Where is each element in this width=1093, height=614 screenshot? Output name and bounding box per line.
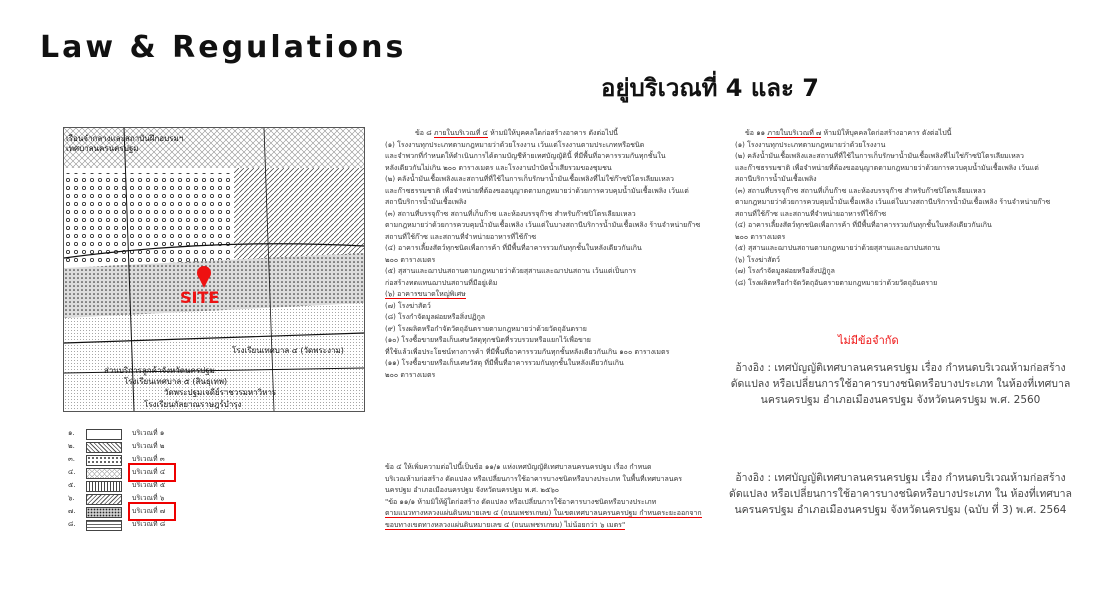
highlight-box-zone-4 <box>128 463 176 482</box>
doc-line: ก่อสร้างทดแทนฌาปนสถานที่มีอยู่เดิม <box>385 278 498 287</box>
doc-line <box>385 289 710 301</box>
legend-swatch <box>86 481 122 492</box>
highlight-box-zone-7 <box>128 502 176 521</box>
regulation-amendment <box>385 462 715 531</box>
legend-swatch <box>86 520 122 531</box>
doc-line: บริเวณห้ามก่อสร้าง ดัดแปลง หรือเปลี่ยนการใช้อาคารบางชนิดหรือบางประเภท ในพื้นที่เทศบาลนคร <box>385 474 683 483</box>
doc-line: นครปฐม อำเภอเมืองนครปฐม จังหวัดนครปฐม พ.ศ. ๒๕๖๐ <box>385 486 560 494</box>
legend-number: ๔. <box>68 468 76 476</box>
doc-line: (๔) อาคารเลี้ยงสัตว์ทุกชนิดเพื่อการค้า ที่มีพื้นที่อาคารรวมกันทุกชั้นในหลังเดียวกันเกิน <box>385 244 642 252</box>
legend-swatch <box>86 507 122 518</box>
doc-line: "ข้อ ๑๑/๑ ห้ามมิให้ผู้ใดก่อสร้าง ดัดแปลง หรือเปลี่ยนการใช้อาคารบางชนิดหรือบางประเภท <box>385 497 657 506</box>
doc-line: (๗) โรงฆ่าสัตว์ <box>385 301 431 310</box>
regulation-zone-4 <box>385 128 710 381</box>
doc-highlight: ขอบทางเขตทางหลวงแผ่นดินหมายเลข ๔ (ถนนเพชรเกษม) ไม่น้อยกว่า ๖ เมตร" <box>385 520 626 529</box>
legend-label: บริเวณที่ ๒ <box>132 442 165 450</box>
map-label: โรงเรียนเทศบาล ๔ (วัดพระงาม) <box>232 346 344 355</box>
doc-line: (๘) โรงกำจัดมูลฝอยหรือสิ่งปฏิกูล <box>385 313 486 321</box>
legend-label: บริเวณที่ ๗ <box>132 507 166 515</box>
legend-swatch <box>86 429 122 440</box>
legend-label: บริเวณที่ ๖ <box>132 494 165 502</box>
legend-swatch <box>86 442 122 453</box>
doc-line: (๑) โรงงานทุกประเภทตามกฎหมายว่าด้วยโรงงาน เว้นแต่โรงงานตามประเภทหรือชนิด <box>385 140 645 149</box>
doc-line: (๙) โรงผลิตหรือกำจัดวัตถุอันตรายตามกฎหมายว่าด้วยวัตถุอันตราย <box>385 324 587 333</box>
legend-number: ๑. <box>68 429 75 437</box>
doc-line: (๕) สุสานและฌาปนสถานตามกฎหมายว่าด้วยสุสานและฌาปนสถาน เว้นแต่เป็นการ <box>385 267 637 275</box>
reference-2564: อ้างอิง : เทศบัญญัติเทศบาลนครนครปฐม เรื่อง กำหนดบริเวณห้ามก่อสร้าง ดัดแปลง หรือเปลี่ยนการใช้อาคารบางชนิดหรือบางประเภท ใน ห้องที่เทศบาลนครนครปฐม อำเภอเมืองนครปฐม จังหวัดนครปฐม (ฉบับ ที่ 3) พ.ศ. 2564 <box>729 472 1072 516</box>
doc-line: (๑๑) โรงซื้อขายหรือเก็บเศษวัสดุ ที่มีพื้นที่อาคารรวมกันทุกชั้นในหลังเดียวกันเกิน <box>385 359 624 367</box>
regulation-zone-7 <box>735 128 1065 289</box>
legend-row <box>68 428 198 440</box>
doc-line: (๔) อาคารเลี้ยงสัตว์ทุกชนิดเพื่อการค้า ที่มีพื้นที่อาคารรวมกันทุกชั้นในหลังเดียวกันเกิน <box>735 221 992 229</box>
doc-line: (๓) สถานที่บรรจุก๊าซ สถานที่เก็บก๊าซ และห้องบรรจุก๊าซ สำหรับก๊าซปิโตรเลียมเหลว <box>385 209 636 218</box>
doc-highlight: ภายในบริเวณที่ ๔ <box>433 129 488 137</box>
doc-line: (๘) โรงผลิตหรือกำจัดวัตถุอันตรายตามกฎหมายว่าด้วยวัตถุอันตราย <box>735 278 938 287</box>
doc-line <box>385 508 715 520</box>
doc-line: (๑) โรงงานทุกประเภทตามกฎหมายว่าด้วยโรงงาน <box>735 140 886 149</box>
doc-line: (๗) โรงกำจัดมูลฝอยหรือสิ่งปฏิกูล <box>735 267 835 275</box>
legend-number: ๒. <box>68 442 75 450</box>
doc-line: สถานที่ใช้ก๊าซ และสถานที่จำหน่ายอาหารที่ใช้ก๊าซ <box>735 209 887 218</box>
doc-line: (๒) คลังน้ำมันเชื้อเพลิงและสถานที่ที่ใช้ในการเก็บรักษาน้ำมันเชื้อเพลิงที่ไม่ใช่ก๊าซปิโตรเลียมเหลว <box>735 152 1024 160</box>
map-label: เทศบาลนครนครปฐม <box>66 144 139 153</box>
no-restriction-note: ไม่มีข้อจำกัด <box>838 334 899 347</box>
zoning-map <box>63 127 365 412</box>
legend-swatch <box>86 494 122 505</box>
doc-line: และจำพวกที่กำหนดให้ดำเนินการได้ตามบัญชีท้ายเทศบัญญัตินี้ ที่มีพื้นที่อาคารรวมกันทุกชั้นใน <box>385 152 666 160</box>
map-label: วัดพระปฐมเจดีย์ราชวรมหาวิหาร <box>164 388 277 397</box>
legend-label: บริเวณที่ ๕ <box>132 481 166 489</box>
map-label: เรือนจำกลางและสถาบันฝึกอบรมฯ <box>66 134 184 143</box>
reference-2560: อ้างอิง : เทศบัญญัติเทศบาลนครนครปฐม เรื่อง กำหนดบริเวณห้ามก่อสร้าง ดัดแปลง หรือเปลี่ยนการใช้อาคารบางชนิดหรือบางประเภท ในห้องที่เทศบาลนครนครปฐม อำเภอเมืองนครปฐม จังหวัดนครปฐม พ.ศ. 2560 <box>730 362 1071 406</box>
doc-line: สถานีบริการน้ำมันเชื้อเพลิง <box>735 175 817 183</box>
doc-line: สถานีบริการน้ำมันเชื้อเพลิง <box>385 198 467 206</box>
slide-title: Law & Regulations <box>40 30 407 65</box>
doc-line: ข้อ ๘ ภายในบริเวณที่ ๔ ห้ามมิให้บุคคลใดก่อสร้างอาคาร ดังต่อไปนี้ <box>415 129 618 137</box>
doc-line: ตามกฎหมายว่าด้วยการควบคุมน้ำมันเชื้อเพลิง เว้นแต่ในบางสถานีบริการน้ำมันเชื้อเพลิง ร้านจำหน่ายก๊าซ <box>735 198 1051 206</box>
doc-line: สถานที่ใช้ก๊าซ และสถานที่จำหน่ายอาหารที่ใช้ก๊าซ <box>385 232 537 241</box>
legend-label: บริเวณที่ ๓ <box>132 455 165 463</box>
doc-line: (๕) สุสานและฌาปนสถานตามกฎหมายว่าด้วยสุสานและฌาปนสถาน <box>735 244 941 252</box>
legend-number: ๗. <box>68 507 76 515</box>
map-label: ส่วนบริการลูกค้าจังหวัดนครปฐม <box>104 366 215 375</box>
map-label: โรงเรียนกัลยาณราษฎร์บำรุง <box>144 400 242 409</box>
doc-line: ๒๐๐ ตารางเมตร <box>385 255 436 264</box>
legend-row <box>68 441 198 453</box>
doc-line: (๒) คลังน้ำมันเชื้อเพลิงและสถานที่ที่ใช้ในการเก็บรักษาน้ำมันเชื้อเพลิงที่ไม่ใช่ก๊าซปิโตรเลียมเหลว <box>385 175 674 183</box>
legend-number: ๖. <box>68 494 75 502</box>
legend-number: ๓. <box>68 455 76 463</box>
legend-number: ๘. <box>68 520 76 528</box>
doc-line: ที่ใช้แล้วเพื่อประโยชน์ทางการค้า ที่มีพื้นที่อาคารรวมกันทุกชั้นหลังเดียวกันเกิน ๑๐๐ ตารางเมตร <box>385 347 670 356</box>
doc-highlight: (๖) อาคารขนาดใหญ่พิเศษ <box>385 290 466 298</box>
doc-line: ข้อ ๔ ให้เพิ่มความต่อไปนี้เป็นข้อ ๑๑/๑ แห่งเทศบัญญัติเทศบาลนครนครปฐม เรื่อง กำหนด <box>385 463 652 471</box>
doc-line: หลังเดียวกันไม่เกิน ๒๐๐ ตารางเมตร และโรงงานบำบัดน้ำเสียรวมของชุมชน <box>385 163 612 172</box>
legend-label: บริเวณที่ ๘ <box>132 520 166 528</box>
doc-line: ๒๐๐ ตารางเมตร <box>385 370 436 379</box>
doc-highlight: ตามแนวทางหลวงแผ่นดินหมายเลข ๔ (ถนนเพชรเกษม) ในเขตเทศบาลนครนครปฐม กำหนดระยะออกจาก <box>385 509 702 517</box>
doc-line: ๒๐๐ ตารางเมตร <box>735 232 786 241</box>
legend-label: บริเวณที่ ๑ <box>132 429 165 437</box>
doc-line: และก๊าซธรรมชาติ เพื่อจำหน่ายที่ต้องขออนุญาตตามกฎหมายว่าด้วยการควบคุมน้ำมันเชื้อเพลิง เว้นแต่ <box>385 186 689 195</box>
doc-line: (๓) สถานที่บรรจุก๊าซ สถานที่เก็บก๊าซ และห้องบรรจุก๊าซ สำหรับก๊าซปิโตรเลียมเหลว <box>735 186 986 195</box>
doc-highlight: ภายในบริเวณที่ ๗ <box>767 129 822 137</box>
map-label: โรงเรียนเทศบาล ๕ (สินธุเทพ) <box>124 377 228 386</box>
doc-line <box>385 520 715 532</box>
legend-swatch <box>86 468 122 479</box>
site-label: SITE <box>180 288 220 307</box>
doc-line: ตามกฎหมายว่าด้วยการควบคุมน้ำมันเชื้อเพลิง เว้นแต่ในบางสถานีบริการน้ำมันเชื้อเพลิง ร้านจำหน่ายก๊าซ <box>385 221 701 229</box>
doc-line: (๖) โรงฆ่าสัตว์ <box>735 255 780 264</box>
doc-line: และก๊าซธรรมชาติ เพื่อจำหน่ายที่ต้องขออนุญาตตามกฎหมายว่าด้วยการควบคุมน้ำมันเชื้อเพลิง เว้นแต่ <box>735 163 1039 172</box>
doc-line: ข้อ ๑๑ ภายในบริเวณที่ ๗ ห้ามมิให้บุคคลใดก่อสร้างอาคาร ดังต่อไปนี้ <box>745 129 952 137</box>
legend-label: บริเวณที่ ๔ <box>132 468 166 476</box>
legend-number: ๕. <box>68 481 76 489</box>
legend-swatch <box>86 455 122 466</box>
doc-line: (๑๐) โรงซื้อขายหรือเก็บเศษวัสดุทุกชนิดที่รวบรวมหรือแยกไว้เพื่อขาย <box>385 336 591 344</box>
zone-heading: อยู่บริเวณที่ 4 และ 7 <box>601 74 819 102</box>
